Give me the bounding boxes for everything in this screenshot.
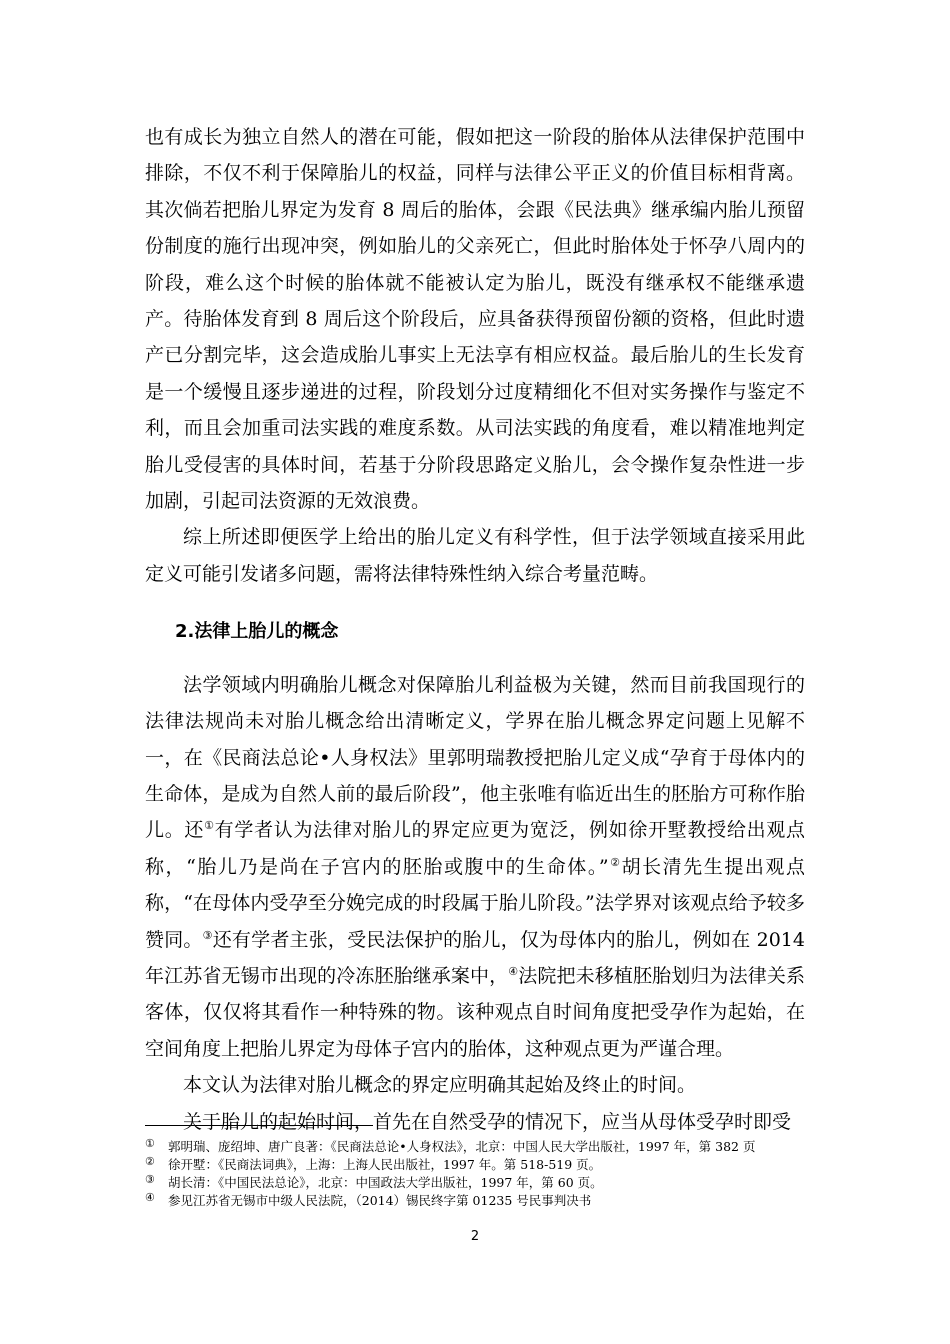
paragraph-continued: 也有成长为独立自然人的潜在可能，假如把这一阶段的胎体从法律保护范围中排除，不仅不利于保障胎儿的权益，同样与法律公平正义的价值目标相背离。其次倘若把胎儿界定为发育 8 周后的胎体，会跟《民法典》继承编内胎儿预留份制度的施行出现冲突，例如胎儿的父亲死亡，但此时胎体处于怀孕八周内的阶段，难么这个时候的胎体就不能被认定为胎儿，既没有继承权不能继承遗产。待胎体发育到 8 周后这个阶段后，应具备获得预留份额的资格，但此时遗产已分割完毕，这会造成胎儿事实上无法享有相应权益。最后胎儿的生长发育是一个缓慢且逐步递进的过程，阶段划分过度精细化不但对实务操作与鉴定不利，而且会加重司法实践的难度系数。从司法实践的角度看，难以精准地判定胎儿受侵害的具体时间，若基于分阶段思路定义胎儿，会令操作复杂性进一步加剧，引起司法资源的无效浪费。 <box>145 126 805 513</box>
paragraph-summary: 综上所述即便医学上给出的胎儿定义有科学性，但于法学领域直接采用此定义可能引发诸多问题，需将法律特殊性纳入综合考量范畴。 <box>145 526 805 585</box>
footnotes <box>145 1138 805 1210</box>
text-segment: 有学者认为法律对胎儿的界定应更为宽泛，例如徐开墅教授给出观点称，“胎儿乃是尚在子宫内的胚胎或腹中的生命体。” <box>145 819 805 878</box>
footnote-mark: ④ <box>145 1191 155 1204</box>
footnote-mark: ② <box>145 1155 155 1168</box>
footnote-1 <box>145 1138 805 1156</box>
footnote-ref-1: ① <box>204 819 215 833</box>
footnote-2 <box>145 1156 805 1174</box>
footnote-mark: ③ <box>145 1173 155 1186</box>
text-segment: 胡长清先生提出观点称，“在母体内受孕至分娩完成的时段属于胎儿阶段。”法学界对该观点给予较多赞同。 <box>145 855 805 951</box>
body-text <box>145 119 805 1140</box>
text-segment: 法学领域内明确胎儿概念对保障胎儿利益极为关键，然而目前我国现行的法律法规尚未对胎儿概念给出清晰定义，学界在胎儿概念界定问题上见解不一，在《民商法总论•人身权法》里郭明瑞教授把胎儿定义成“孕育于母体内的生命体，是成为自然人前的最后阶段”，他主张唯有临近出生的胚胎方可称作胎儿。还 <box>145 673 805 842</box>
footnote-ref-4: ④ <box>508 964 519 978</box>
footnote-text: 参见江苏省无锡市中级人民法院，（2014）锡民终字第 01235 号民事判决书 <box>168 1193 592 1208</box>
footnote-ref-3: ③ <box>202 928 213 942</box>
footnote-divider <box>145 1125 373 1126</box>
footnote-4 <box>145 1192 805 1210</box>
footnote-text: 郭明瑞、庞绍坤、唐广良著：《民商法总论•人身权法》，北京：中国人民大学出版社，1997 年，第 382 页 <box>168 1139 756 1154</box>
page-number: 2 <box>470 1229 480 1244</box>
text-segment: 还有学者主张，受民法保护的胎儿，仅为母体内的胎儿，例如在 2014 年江苏省无锡市出现的冷冻胚胎继承案中， <box>145 928 805 987</box>
footnote-ref-2: ② <box>608 855 622 869</box>
footnote-mark: ① <box>145 1137 155 1150</box>
paragraph-position: 本文认为法律对胎儿概念的界定应明确其起始及终止的时间。 <box>183 1074 697 1097</box>
footnote-3 <box>145 1174 805 1192</box>
paragraph-legal-concept <box>145 667 805 1067</box>
footnote-text: 胡长清：《中国民法总论》，北京：中国政法大学出版社，1997 年，第 60 页。 <box>168 1175 603 1190</box>
footnote-text: 徐开墅：《民商法词典》，上海：上海人民出版社，1997 年。第 518-519 页。 <box>168 1157 602 1172</box>
paragraph-start-time: 关于胎儿的起始时间，首先在自然受孕的情况下，应当从母体受孕时即受 <box>183 1110 792 1133</box>
text-segment: 法院把未移植胚胎划归为法律关系客体，仅仅将其看作一种特殊的物。该种观点自时间角度把受孕作为起始，在空间角度上把胎儿界定为母体子宫内的胎体，这种观点更为严谨合理。 <box>145 964 805 1060</box>
section-heading: 2.法律上胎儿的概念 <box>175 621 339 643</box>
